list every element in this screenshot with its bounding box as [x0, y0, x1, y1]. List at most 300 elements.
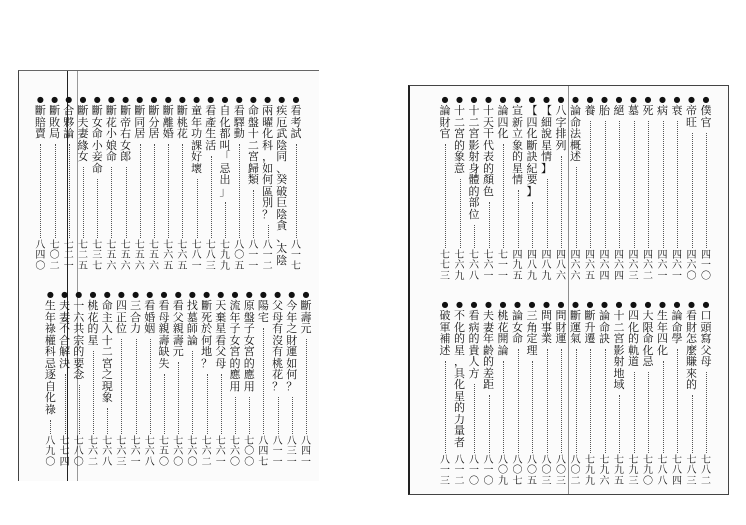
toc-title-text: 看 父 親 壽 元 — [172, 299, 184, 358]
toc-page-number: 七 六 一 — [483, 249, 494, 282]
toc-entry-title — [215, 290, 227, 369]
toc-page-number: 八 〇 九 — [498, 454, 508, 487]
toc-title-text: 四 正 位 — [115, 299, 127, 335]
toc-page-number: 四 八 九 — [541, 249, 552, 282]
toc-page-number: 七 六 八 — [469, 249, 479, 282]
bullet-icon: ● — [93, 95, 101, 104]
leader-dots — [140, 144, 142, 238]
toc-page-number: 八 一 七 — [291, 239, 301, 272]
toc-entry-title — [512, 300, 524, 345]
toc-page-number: 七 六 二 — [201, 435, 212, 468]
toc-page-number: 八 〇 五 — [527, 454, 537, 487]
leader-dots — [677, 121, 679, 248]
bullet-icon: ● — [221, 95, 229, 104]
toc-entry-title — [286, 290, 298, 392]
toc-page-number: 八 四 〇 — [35, 239, 46, 272]
toc-page-number: 八 一 〇 — [469, 454, 479, 487]
leader-dots — [532, 361, 534, 453]
toc-page-number: 七 〇 〇 — [244, 435, 255, 468]
toc-page-number: 七 六 〇 — [173, 435, 184, 468]
bullet-icon: ● — [188, 290, 196, 299]
toc-page-number: 四 六 三 — [628, 249, 639, 282]
toc-page-number: 四 六 四 — [614, 249, 624, 282]
toc-entry-title — [439, 95, 451, 140]
leader-dots — [69, 144, 71, 238]
toc-title-text: 斷 敗 局 — [49, 104, 61, 140]
toc-entry-title — [584, 300, 596, 345]
toc-page-number: 八 一 三 — [440, 454, 450, 487]
toc-entry-title — [526, 300, 538, 356]
toc-entry-title — [290, 95, 302, 140]
toc-title-text: 不 化 的 星 ， 具 化 星 的 力 量 者 — [454, 309, 465, 449]
toc-title-text: 命 主 入 十 二 宮 之 現 象 — [101, 299, 113, 404]
toc-page-number: 七 六 〇 — [230, 435, 240, 468]
leader-dots — [706, 372, 708, 453]
toc-entry-title — [657, 95, 669, 117]
leader-dots — [532, 202, 534, 248]
toc-page-number: 四 六 〇 — [686, 249, 697, 282]
toc-page-number: 八 四 一 — [301, 435, 311, 468]
leader-dots — [663, 361, 665, 453]
toc-title-text: 今 年 之 財 運 如 何 ？ — [286, 299, 298, 393]
bullet-icon: ● — [441, 95, 449, 104]
toc-title-text: 墓 — [628, 104, 639, 117]
toc-title-text: 斷 女 命 小 妾 命 — [91, 104, 103, 175]
toc-entry-title — [599, 300, 611, 345]
toc-title-text: 【 細 說 星 情 】 — [541, 104, 552, 175]
bullet-icon: ● — [36, 95, 44, 104]
toc-entry-title — [300, 290, 312, 335]
bullet-icon: ● — [51, 95, 59, 104]
leader-dots — [474, 225, 476, 248]
toc-entry-title — [541, 95, 553, 174]
toc-title-text: 斷 死 於 何 地 ？ — [201, 299, 213, 370]
leader-dots — [164, 374, 166, 434]
toc-entry-title — [148, 95, 160, 140]
leader-dots — [154, 144, 156, 238]
toc-entry-title — [671, 300, 683, 345]
leader-dots — [445, 361, 447, 453]
leader-dots — [503, 144, 505, 248]
toc-page-number: 四 九 五 — [512, 249, 523, 282]
toc-entry-title — [512, 95, 524, 186]
toc-entry-title — [468, 300, 480, 379]
leader-dots — [619, 395, 621, 453]
leader-dots — [296, 144, 298, 238]
leader-dots — [663, 121, 665, 248]
toc-title-text: 僕 官 — [700, 104, 712, 129]
toc-entry-title — [497, 300, 509, 356]
toc-page-number: 七 六 五 — [163, 239, 174, 272]
bullet-icon: ● — [644, 95, 652, 104]
toc-title-text: 養 — [584, 104, 596, 117]
toc-entry-title — [101, 290, 113, 404]
toc-page-number: 七 九 六 — [599, 454, 610, 487]
bullet-icon: ● — [615, 95, 623, 104]
bullet-icon: ● — [107, 95, 115, 104]
toc-entry-title — [686, 95, 698, 128]
toc-entry-title — [120, 95, 132, 163]
toc-entry-title — [628, 300, 640, 368]
bullet-icon: ● — [278, 95, 286, 104]
bullet-icon: ● — [150, 95, 158, 104]
bullet-icon: ● — [146, 290, 154, 299]
bullet-icon: ● — [264, 95, 272, 104]
toc-page-number: 七 九 三 — [628, 454, 639, 487]
toc-entry-title — [144, 290, 156, 335]
toc-page-number: 七 八 〇 — [73, 435, 84, 468]
bullet-icon: ● — [514, 95, 521, 104]
leader-dots — [278, 397, 280, 434]
toc-title-text: 童 年 功 課 好 壞 — [191, 104, 203, 175]
toc-entry-title — [686, 300, 698, 391]
toc-page-number: 七 九 〇 — [643, 454, 653, 487]
toc-entry-title — [613, 300, 625, 391]
toc-page-number: 七 六 九 — [454, 249, 465, 282]
toc-title-text: 大 限 命 化 忌 — [642, 309, 654, 368]
bullet-icon: ● — [485, 300, 492, 309]
toc-page-number: 四 六 五 — [585, 249, 595, 282]
toc-entry-title — [162, 95, 174, 140]
bullet-icon: ● — [249, 95, 257, 104]
bullet-icon: ● — [673, 300, 681, 309]
toc-title-text: 原 盤 子 女 宮 的 應 用 — [243, 299, 255, 393]
leader-dots — [489, 395, 491, 453]
toc-page-number: 八 〇 三 — [541, 454, 552, 487]
toc-page-number: 七 五 六 — [134, 239, 145, 272]
toc-page-number: 七 五 〇 — [159, 435, 169, 468]
leader-dots — [239, 144, 241, 238]
bullet-icon: ● — [292, 95, 300, 104]
toc-title-text: 斷 夫 妻 緣 女 — [77, 104, 89, 163]
leader-dots — [518, 349, 520, 453]
toc-title-text: 病 — [657, 104, 668, 117]
leader-dots — [445, 144, 447, 248]
bullet-icon: ● — [203, 290, 211, 299]
toc-title-text: 夫 妻 不 合 解 決 — [59, 299, 71, 370]
toc-page-number: 八 九 〇 — [45, 435, 56, 468]
toc-page-number: 七 八 二 — [701, 454, 711, 487]
toc-title-text: 死 — [642, 104, 654, 117]
toc-title-text: 看 驛 動 — [233, 104, 245, 140]
toc-entry-title — [243, 290, 255, 392]
leader-dots — [576, 349, 578, 453]
toc-title-text: 三 合 力 — [130, 299, 142, 335]
toc-title-text: 八 字 排 列 — [555, 104, 567, 152]
leader-dots — [648, 121, 650, 248]
toc-entry-title — [570, 300, 582, 345]
bullet-icon: ● — [302, 290, 310, 299]
bullet-icon: ● — [288, 290, 296, 299]
toc-page-number: 七 六 二 — [88, 435, 98, 468]
bullet-icon: ● — [485, 95, 492, 104]
toc-title-text: 口 頭 寫 父 母 — [700, 309, 712, 368]
toc-title-text: 絕 — [613, 104, 625, 117]
leader-dots — [182, 144, 184, 238]
toc-entry-title — [454, 300, 466, 448]
toc-entry-title — [172, 290, 184, 358]
toc-entry-title — [59, 290, 71, 369]
toc-page-number: 七 一 一 — [498, 249, 508, 282]
toc-page-number: 七 八 三 — [686, 454, 697, 487]
toc-page-number: 四 八 九 — [527, 249, 537, 282]
leader-dots — [474, 384, 476, 453]
leader-dots — [561, 156, 563, 248]
bullet-icon: ● — [89, 290, 97, 299]
toc-title-text: 斷 運 氣 — [570, 309, 581, 345]
toc-title-text: 看 財 怎 麼 賺 來 的 — [686, 309, 697, 391]
leader-dots — [225, 202, 227, 238]
bullet-icon: ● — [514, 300, 521, 309]
toc-entry-title — [584, 95, 596, 117]
leader-dots — [547, 179, 549, 248]
toc-page-number: 七 五 六 — [120, 239, 131, 272]
toc-entry-title — [205, 95, 217, 151]
leader-dots — [263, 328, 265, 434]
bullet-icon: ● — [572, 95, 579, 104]
leader-dots — [489, 202, 491, 248]
bullet-icon: ● — [117, 290, 125, 299]
toc-entry-title — [599, 95, 611, 117]
toc-title-text: 桃 花 開 論 — [497, 309, 509, 357]
bullet-icon: ● — [193, 95, 201, 104]
toc-page-number: 七 二 五 — [78, 239, 88, 272]
leader-dots — [50, 420, 52, 434]
toc-title-text: 桃 花 的 星 — [87, 299, 99, 347]
bullet-icon: ● — [122, 95, 130, 104]
leader-dots — [677, 349, 679, 453]
toc-title-text: 斷 離 婚 — [162, 104, 174, 140]
leader-dots — [207, 374, 209, 434]
toc-entry-title — [34, 95, 46, 140]
toc-title-text: 帝 旺 — [686, 104, 697, 129]
toc-page-number: 七 六 一 — [215, 435, 226, 468]
toc-title-text: 斷 同 居 — [134, 104, 146, 140]
leader-dots — [111, 167, 113, 238]
bullet-icon: ● — [543, 95, 550, 104]
leader-dots — [634, 372, 636, 453]
toc-page-number: 七 三 七 — [92, 239, 103, 272]
leader-dots — [518, 190, 520, 248]
bullet-icon: ● — [136, 95, 144, 104]
toc-title-text: 看 病 的 貴 人 方 — [468, 309, 480, 380]
toc-title-text: 天 棄 星 看 父 母 — [215, 299, 227, 370]
toc-page-number: 七 六 一 — [130, 435, 141, 468]
bullet-icon: ● — [470, 300, 478, 309]
toc-title-text: 宣 新 立 象 的 星 情 — [512, 104, 523, 186]
leader-dots — [221, 374, 223, 434]
bullet-icon: ● — [630, 95, 637, 104]
leader-dots — [306, 339, 308, 434]
toc-title-text: 十 二 宮 影 射 地 域 — [613, 309, 625, 391]
bullet-icon: ● — [557, 95, 565, 104]
leader-dots — [292, 397, 294, 434]
toc-entry-title — [115, 290, 127, 335]
toc-page-number: 四 六 四 — [599, 249, 610, 282]
toc-page-number: 四 一 〇 — [701, 249, 711, 282]
toc-entry-title — [229, 290, 241, 392]
toc-title-text: 夫 妻 年 齡 的 差 距 — [483, 309, 494, 391]
toc-title-text: 兩 曜 化 科 ， 如 何 區 別 ？ — [262, 104, 274, 221]
leader-dots — [192, 351, 194, 434]
leader-dots — [634, 121, 636, 248]
toc-entry-title — [134, 95, 146, 140]
leader-dots — [503, 361, 505, 453]
toc-entry-title — [657, 300, 669, 356]
toc-page-number: 八 一 二 — [454, 454, 465, 487]
toc-page-number: 七 九 五 — [614, 454, 624, 487]
leader-dots — [547, 349, 549, 453]
toc-entry-title — [570, 95, 582, 163]
bullet-icon: ● — [586, 300, 594, 309]
bullet-icon: ● — [65, 95, 73, 104]
leader-dots — [107, 408, 109, 434]
toc-entry-title — [87, 290, 99, 346]
toc-title-text: 斷 賠 賣 — [34, 104, 46, 140]
toc-title-text: 一 六 共 宗 的 要 念 — [73, 299, 85, 381]
toc-entry-title — [468, 95, 480, 220]
toc-title-text: 【 四 化 斷 訣 紀 要 】 — [526, 104, 538, 198]
toc-page-number: 八 〇 三 — [556, 454, 566, 487]
toc-title-text: 衰 — [671, 104, 683, 117]
leader-dots — [40, 144, 42, 238]
toc-title-text: 看 考 試 — [290, 104, 302, 140]
bullet-icon: ● — [586, 95, 594, 104]
toc-page-number: 八 一 一 — [272, 435, 283, 468]
toc-title-text: 找 墓 師 論 — [186, 299, 198, 347]
toc-title-text: 斷 花 小 娘 命 — [105, 104, 117, 163]
toc-page-number: 八 三 一 — [286, 435, 297, 468]
bullet-icon: ● — [79, 95, 87, 104]
bullet-icon: ● — [456, 95, 463, 104]
toc-entry-title — [158, 290, 170, 369]
toc-entry-title — [613, 95, 625, 117]
leader-dots — [168, 144, 170, 238]
toc-entry-title — [176, 95, 188, 140]
leader-dots — [576, 167, 578, 248]
toc-page-number: 四 六 一 — [672, 249, 682, 282]
leader-dots — [178, 362, 180, 434]
bullet-icon: ● — [274, 290, 282, 299]
toc-page-number: 八 四 七 — [258, 435, 269, 468]
toc-page-number: 七 五 六 — [149, 239, 159, 272]
bullet-icon: ● — [601, 300, 608, 309]
toc-page-number: 七 五 六 — [106, 239, 117, 272]
toc-entry-title — [439, 300, 451, 356]
bullet-icon: ● — [702, 95, 710, 104]
toc-entry-title — [642, 95, 654, 117]
toc-title-text: 合 夥 論 — [63, 104, 75, 140]
leader-dots — [706, 133, 708, 248]
toc-entry-title — [272, 290, 284, 392]
bullet-icon: ● — [178, 95, 186, 104]
bullet-icon: ● — [470, 95, 478, 104]
bullet-icon: ● — [659, 300, 666, 309]
toc-title-text: 看 母 親 壽 缺 失 — [158, 299, 170, 370]
toc-entry-title — [257, 290, 269, 323]
bullet-icon: ● — [46, 290, 54, 299]
leader-dots — [605, 121, 607, 248]
leader-dots — [97, 179, 99, 238]
bullet-icon: ● — [245, 290, 253, 299]
toc-entry-title — [642, 300, 654, 368]
toc-entry-title — [671, 95, 683, 117]
toc-page-number: 八 〇 五 — [234, 239, 245, 272]
bullet-icon: ● — [644, 300, 652, 309]
leader-dots — [197, 179, 199, 238]
toc-page-number: 四 八 六 — [556, 249, 566, 282]
toc-title-text: 父 母 有 沒 有 桃 花 ？ — [272, 299, 284, 393]
toc-title-text: 四 化 的 軌 道 — [628, 309, 639, 368]
bullet-icon: ● — [673, 95, 681, 104]
toc-entry-title — [526, 95, 538, 197]
bullet-icon: ● — [217, 290, 225, 299]
toc-title-text: 破 軍 補 述 — [439, 309, 451, 357]
toc-title-text: 自 化 都 叫 「 忌 出 」 — [219, 104, 231, 198]
toc-title-text: 胎 — [599, 104, 610, 117]
toc-entry-title — [191, 95, 203, 174]
leader-dots — [619, 121, 621, 248]
toc-title-text: 論 命 訣 — [599, 309, 610, 345]
toc-page-number: 七 〇 二 — [49, 239, 60, 272]
leader-dots — [150, 339, 152, 434]
leader-dots — [605, 349, 607, 453]
toc-title-text: 論 命 學 — [671, 309, 683, 345]
leader-dots — [126, 167, 128, 238]
toc-entry-title — [44, 290, 56, 415]
toc-entry-title — [247, 95, 259, 186]
toc-page-number: 八 〇 二 — [570, 454, 581, 487]
bullet-icon: ● — [174, 290, 182, 299]
bullet-icon: ● — [499, 300, 507, 309]
toc-title-text: 論 財 官 — [439, 104, 451, 140]
toc-entry-title — [219, 95, 231, 197]
toc-title-text: 三 角 定 理 — [526, 309, 538, 357]
leader-dots — [590, 349, 592, 453]
toc-page-number: 四 六 六 — [570, 249, 581, 282]
leader-dots — [65, 374, 67, 434]
toc-title-text: 十 天 干 代 表 的 顏 色 — [483, 104, 494, 198]
toc-entry-title — [700, 300, 712, 368]
toc-entry-title — [186, 290, 198, 346]
toc-entry-title — [201, 290, 213, 369]
toc-entry-title — [276, 95, 288, 266]
toc-title-text: 陽 宅 — [257, 299, 269, 324]
leader-dots — [136, 339, 138, 434]
leader-dots — [692, 395, 694, 453]
bullet-icon: ● — [543, 300, 550, 309]
toc-page-number: 七 二 一 — [63, 239, 74, 272]
toc-entry-title — [454, 95, 466, 174]
toc-title-text: 問 財 運 — [555, 309, 567, 345]
toc-title-text: 問 事 業 — [541, 309, 552, 345]
bullet-icon: ● — [160, 290, 168, 299]
toc-title-text: 論 命 法 概 述 — [570, 104, 581, 163]
toc-title-text: 看 婚 姻 — [144, 299, 156, 335]
bullet-icon: ● — [75, 290, 83, 299]
toc-entry-title — [262, 95, 274, 220]
bullet-icon: ● — [103, 290, 111, 299]
bullet-icon: ● — [456, 300, 463, 309]
toc-title-text: 看 產 生 活 — [205, 104, 217, 152]
toc-entry-title — [105, 95, 117, 163]
toc-page-number: 四 六 一 — [657, 249, 668, 282]
toc-title-text: 論 四 化 — [497, 104, 509, 140]
toc-page-number: 七 七 三 — [440, 249, 450, 282]
bullet-icon: ● — [164, 95, 172, 104]
leader-dots — [93, 351, 95, 434]
toc-title-text: 十 二 宮 的 象 意 — [454, 104, 465, 175]
